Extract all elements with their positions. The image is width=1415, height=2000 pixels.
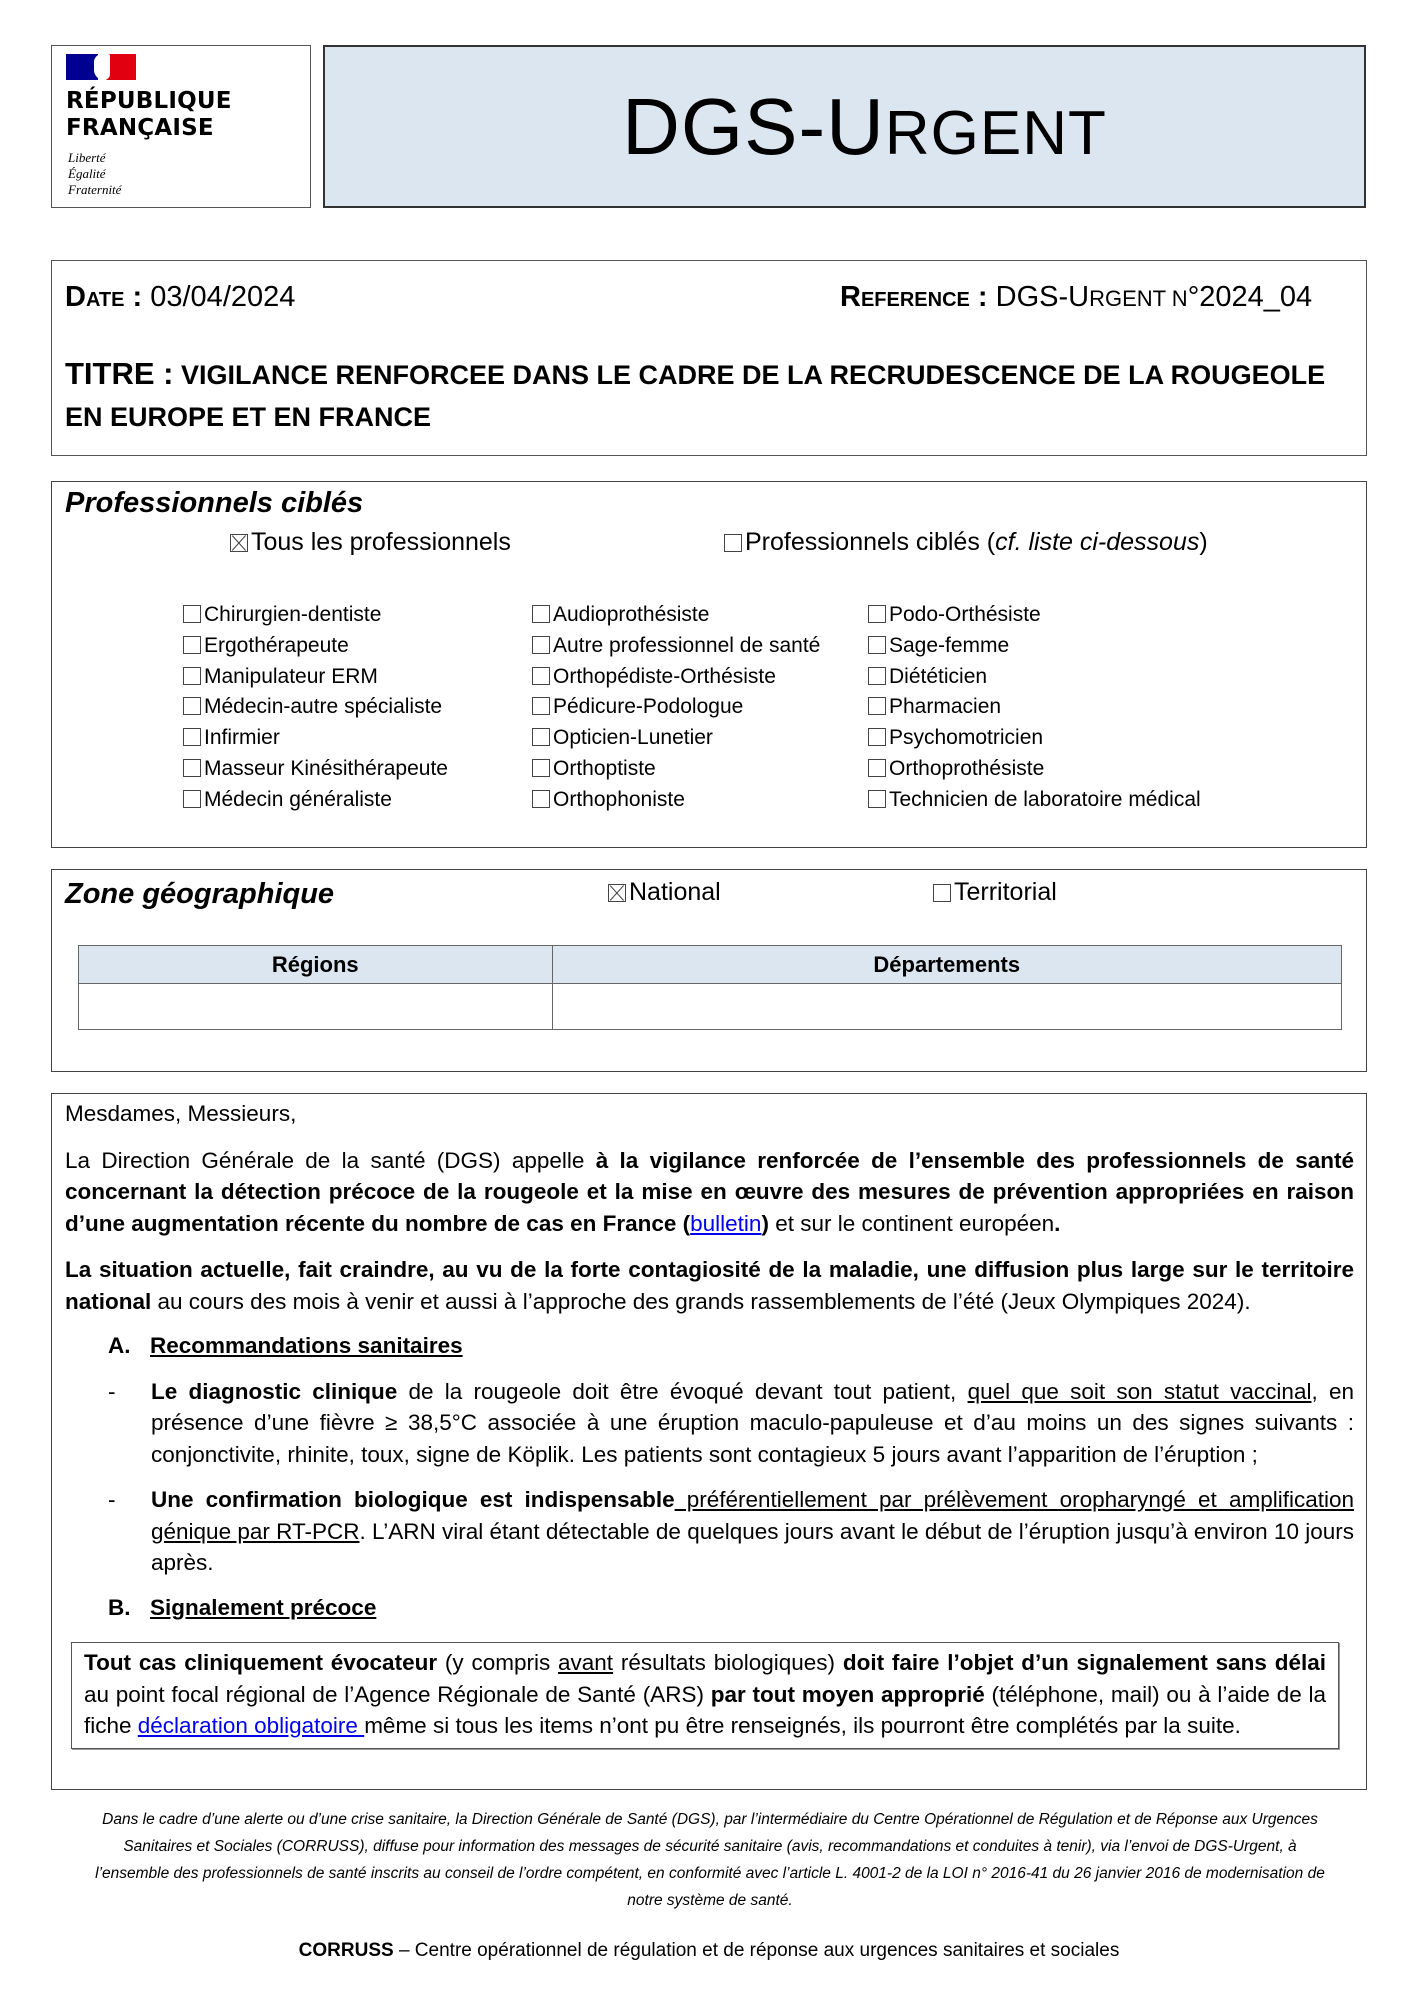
checkbox-icon[interactable]: [532, 605, 550, 623]
checkbox-checked-icon[interactable]: [608, 884, 626, 902]
prof-checkbox-item[interactable]: Orthoptiste: [532, 754, 820, 785]
checkbox-icon[interactable]: [183, 728, 201, 746]
checkbox-icon[interactable]: [933, 884, 951, 902]
prof-checkbox-item[interactable]: Orthoprothésiste: [868, 754, 1201, 785]
dgs-urgent-banner: [323, 45, 1366, 208]
prof-checkbox-item[interactable]: Pharmacien: [868, 692, 1201, 723]
checkbox-icon[interactable]: [868, 728, 886, 746]
marianne-flag-icon: [66, 54, 136, 80]
paragraph-intro: La Direction Générale de la santé (DGS) appelle à la vigilance renforcée de l’ensemble des professionnels de santé concernant la détection précoce de la rougeole et la mise en œuvre des mesures de prévention appropriées en raison d’une augmentation récente du nombre de cas en France (bulletin) et sur le continent européen.: [65, 1147, 1354, 1236]
prof-checkbox-item[interactable]: Pédicure-Podologue: [532, 692, 820, 723]
checkbox-icon[interactable]: [532, 697, 550, 715]
prof-checkbox-item[interactable]: Orthophoniste: [532, 785, 820, 816]
prof-checkbox-item[interactable]: Ergothérapeute: [183, 631, 448, 662]
declaration-obligatoire-link[interactable]: déclaration obligatoire: [137, 1713, 365, 1738]
prof-checkbox-item[interactable]: Chirurgien-dentiste: [183, 600, 448, 631]
signalement-alert-box: Tout cas cliniquement évocateur (y compris avant résultats biologiques) doit faire l’objet d’un signalement sans délai au point focal régional de l’Agence Régionale de Santé (ARS) par tout moyen approprié (téléphone, mail) ou à l’aide de la fiche déclaration obligatoire même si tous les items n’ont pu être renseignés, ils pourront être complétés par la suite.: [71, 1642, 1339, 1749]
section-a-heading: A. Recommandations sanitaires: [108, 1333, 463, 1358]
date-field: [65, 281, 295, 314]
option-territorial[interactable]: Territorial: [933, 878, 1057, 907]
prof-checkbox-item[interactable]: Médecin généraliste: [183, 785, 448, 816]
prof-checkbox-item[interactable]: Psychomotricien: [868, 723, 1201, 754]
footer-corruss: CORRUSS – Centre opérationnel de régulation et de réponse aux urgences sanitaires et sociales: [298, 1940, 1120, 1961]
prof-checkbox-item[interactable]: Sage-femme: [868, 631, 1201, 662]
checkbox-icon[interactable]: [183, 790, 201, 808]
zone-geographique-section: [51, 869, 1367, 1072]
greeting: Mesdames, Messieurs,: [65, 1101, 297, 1126]
checkbox-icon[interactable]: [724, 534, 742, 552]
prof-checkbox-item[interactable]: Opticien-Lunetier: [532, 723, 820, 754]
date-value: 03/04/2024: [142, 281, 296, 313]
zone-table: [78, 945, 1342, 1030]
checkbox-icon[interactable]: [532, 636, 550, 654]
bulletin-link[interactable]: bulletin: [690, 1210, 762, 1236]
departements-cell: [552, 984, 1342, 1030]
option-professionnels-cibles[interactable]: Professionnels ciblés (cf. liste ci-dessous): [724, 528, 1208, 557]
date-label: Date :: [65, 281, 143, 313]
checkbox-icon[interactable]: [183, 605, 201, 623]
logo-motto: Liberté Égalité Fraternité: [68, 150, 122, 197]
option-tous-professionnels[interactable]: Tous les professionnels: [230, 528, 511, 557]
checkbox-icon[interactable]: [532, 790, 550, 808]
prof-checkbox-item[interactable]: Autre professionnel de santé: [532, 631, 820, 662]
reference-value: DGS-URGENT N°2024_04: [987, 281, 1313, 313]
option-national[interactable]: National: [608, 878, 721, 907]
prof-checkbox-item[interactable]: Diététicien: [868, 662, 1201, 693]
reference-label: Reference :: [840, 281, 988, 313]
message-body: [51, 1093, 1367, 1790]
bullet-diagnostic: - Le diagnostic clinique de la rougeole doit être évoqué devant tout patient, quel que soit son statut vaccinal, en présence d’une fièvre ≥ 38,5°C associée à une éruption maculo-papuleuse et d’au moins un des signes suivants : conjonctivite, rhinite, toux, signe de Köplik. Les patients sont contagieux 5 jours avant l’apparition de l’éruption ;: [108, 1378, 1354, 1467]
checkbox-icon[interactable]: [183, 636, 201, 654]
prof-column-2: [532, 600, 820, 816]
prof-column-1: [183, 600, 448, 816]
prof-checkbox-item[interactable]: Infirmier: [183, 723, 448, 754]
checkbox-icon[interactable]: [532, 759, 550, 777]
checkbox-icon[interactable]: [868, 636, 886, 654]
bullet-confirmation: - Une confirmation biologique est indispensable préférentiellement par prélèvement oropharyngé et amplification génique par RT-PCR. L’ARN viral étant détectable de quelques jours avant le début de l’éruption jusqu’à environ 10 jours après.: [108, 1487, 1354, 1575]
checkbox-icon[interactable]: [183, 667, 201, 685]
prof-checkbox-item[interactable]: Médecin-autre spécialiste: [183, 692, 448, 723]
header-regions: Régions: [79, 946, 553, 984]
reference-field: [840, 281, 1312, 314]
section-b-heading: B. Signalement précoce: [108, 1594, 377, 1620]
checkbox-icon[interactable]: [183, 759, 201, 777]
header-departements: Départements: [552, 946, 1342, 984]
prof-checkbox-item[interactable]: Audioprothésiste: [532, 600, 820, 631]
prof-checkbox-item[interactable]: Technicien de laboratoire médical: [868, 785, 1201, 816]
prof-checkbox-item[interactable]: Masseur Kinésithérapeute: [183, 754, 448, 785]
checkbox-icon[interactable]: [183, 697, 201, 715]
checkbox-icon[interactable]: [868, 759, 886, 777]
banner-title: DGS-URGENT: [622, 81, 1107, 171]
prof-checkbox-item[interactable]: Manipulateur ERM: [183, 662, 448, 693]
prof-checkbox-item[interactable]: Podo-Orthésiste: [868, 600, 1201, 631]
logo-name: RÉPUBLIQUE FRANÇAISE: [66, 88, 232, 141]
prof-column-3: [868, 600, 1201, 816]
checkbox-icon[interactable]: [868, 790, 886, 808]
info-box: [51, 260, 1367, 456]
document-title: TITRE : VIGILANCE RENFORCEE DANS LE CADRE DE LA RECRUDESCENCE DE LA ROUGEOLE EN EUROPE ET EN FRANCE: [65, 356, 1326, 432]
regions-cell: [79, 984, 553, 1030]
professionnels-title: Professionnels ciblés: [65, 487, 364, 519]
checkbox-checked-icon[interactable]: [230, 534, 248, 552]
zone-title: Zone géographique: [65, 878, 335, 910]
footer-legal-notice: Dans le cadre d’une alerte ou d’une crise sanitaire, la Direction Générale de Santé (DGS), par l’intermédiaire du Centre Opérationnel de Régulation et de Réponse aux Urgences Sanitaires et Sociales (CORRUSS), diffuse pour information des messages de sécurité sanitaire (avis, recommandations et conduites à tenir), via l’envoi de DGS-Urgent, à l’ensemble des professionnels de santé inscrits au conseil de l’ordre compétent, en conformité avec l’article L. 4001-2 de la LOI n° 2016-41 du 26 janvier 2016 de modernisation de notre système de santé.: [95, 1811, 1325, 1909]
prof-checkbox-item[interactable]: Orthopédiste-Orthésiste: [532, 662, 820, 693]
checkbox-icon[interactable]: [532, 667, 550, 685]
checkbox-icon[interactable]: [868, 605, 886, 623]
checkbox-icon[interactable]: [868, 667, 886, 685]
republique-francaise-logo: [51, 45, 311, 208]
professionnels-section: [51, 481, 1367, 848]
checkbox-icon[interactable]: [868, 697, 886, 715]
paragraph-situation: La situation actuelle, fait craindre, au vu de la forte contagiosité de la maladie, une diffusion plus large sur le territoire national au cours des mois à venir et aussi à l’approche des grands rassemblements de l’été (Jeux Olympiques 2024).: [65, 1257, 1354, 1314]
checkbox-icon[interactable]: [532, 728, 550, 746]
